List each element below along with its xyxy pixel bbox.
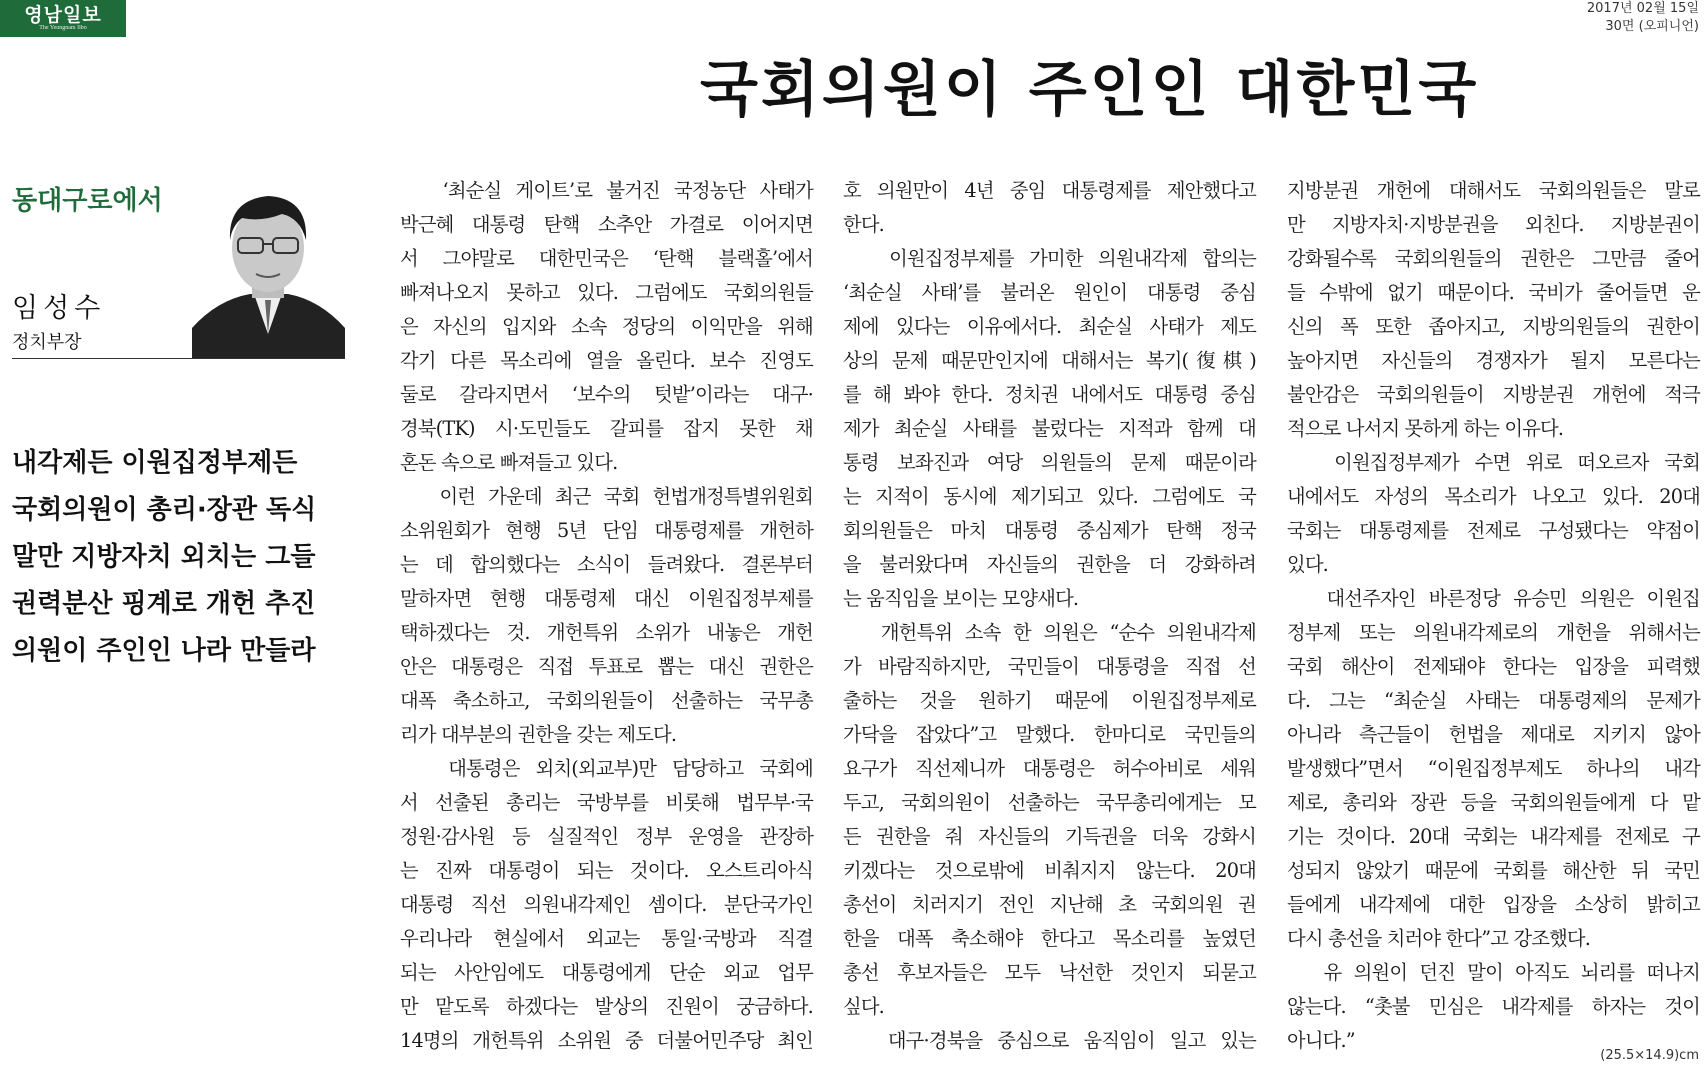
body-text-line: 리가 대부분의 권한을 갖는 제도다. [400,723,677,746]
subhead-line: 의원이 주인인 나라 만들라 [12,636,316,666]
body-text-line: 서 선출된 총리는 국방부를 비롯해 법무부·국 [400,791,813,814]
article-headline: 국회의원이 주인인 대한민국 [700,55,1480,125]
body-text-line: 는 진짜 대통령이 되는 것이다. 오스트리아식 [400,859,813,882]
body-text-line: 적으로 나서지 못하게 하는 이유다. [1287,417,1564,440]
body-text-line: 이런 가운데 최근 국회 헌법개정특별위원회 [400,485,813,508]
body-text-line: 않는다. “촛불 민심은 내각제를 하자는 것이 [1287,995,1700,1018]
author-role: 정치부장 [12,332,82,353]
body-text-line: 이원집정부제가 수면 위로 떠오르자 국회 [1287,451,1700,474]
body-text-line: 내에서도 자성의 목소리가 나오고 있다. 20대 [1287,485,1700,508]
body-column-3 [1287,174,1700,1058]
body-text-line: 둘로 갈라지면서 ‘보수의 텃밭’이라는 대구· [400,383,813,406]
issue-meta [1587,0,1699,36]
author-photo [192,178,345,358]
body-text-line: 아니다.” [1287,1029,1355,1052]
byline-divider [12,358,345,359]
body-text-line: 가 바람직하지만, 국민들이 대통령을 직접 선 [843,655,1256,678]
body-text-line: 요구가 직선제니까 대통령은 허수아비로 세워 [843,757,1256,780]
body-text-line: 다시 총선을 치러야 한다”고 강조했다. [1287,927,1591,950]
body-text-line: 유 의원이 던진 말이 아직도 뇌리를 떠나지 [1287,961,1700,984]
body-text-line: 대통령 직선 의원내각제인 셈이다. 분단국가인 [400,893,813,916]
body-text-line: 대구·경북을 중심으로 움직임이 일고 있는 [843,1029,1256,1052]
page-section: 30면 (오피니언) [1605,19,1699,34]
body-text-line: 경북(TK) 시·도민들도 갈피를 잡지 못한 채 [400,417,813,440]
body-text-line: 출하는 것을 원하기 때문에 이원집정부제로 [843,689,1256,712]
body-text-line: 성되지 않았기 때문에 국회를 해산한 뒤 국민 [1287,859,1700,882]
body-text-line: 는 데 합의했다는 소식이 들려왔다. 결론부터 [400,553,813,576]
body-text-line: ‘최순실 게이트’로 불거진 국정농단 사태가 [400,179,813,202]
body-text-line: 든 권한을 줘 자신들의 기득권을 더욱 강화시 [843,825,1256,848]
logo-text: 영남일보 [24,4,102,26]
body-text-line: 싶다. [843,995,884,1018]
article-size-note: (25.5×14.9)cm [1600,1048,1699,1063]
logo-subtitle: The Yeungnam Ilbo [39,25,87,31]
body-column-1 [400,174,813,1058]
body-text-line: 혼돈 속으로 빠져들고 있다. [400,451,618,474]
body-text-line: 호 의원만이 4년 중임 대통령제를 제안했다고 [843,179,1256,202]
body-text-line: 는 움직임을 보이는 모양새다. [843,587,1079,610]
sub-headlines [12,440,352,675]
body-text-line: 제가 최순실 사태를 불렀다는 지적과 함께 대 [843,417,1256,440]
body-text-line: 총선이 치러지기 전인 지난해 초 국회의원 권 [843,893,1256,916]
body-text-line: 정부제 또는 의원내각제로의 개헌을 위해서는 [1287,621,1700,644]
body-text-line: 각기 다른 목소리에 열을 올린다. 보수 진영도 [400,349,813,372]
body-text-line: 두고, 국회의원이 선출하는 국무총리에게는 모 [843,791,1256,814]
body-text-line: 한다. [843,213,884,236]
body-text-line: 빠져나오지 못하고 있다. 그럼에도 국회의원들 [400,281,813,304]
body-text-line: 다. 그는 “최순실 사태는 대통령제의 문제가 [1287,689,1700,712]
body-text-line: 총선 후보자들은 모두 낙선한 것인지 되묻고 [843,961,1256,984]
body-text-line: 를 해 봐야 한다. 정치권 내에서도 대통령 중심 [843,383,1256,406]
body-column-2 [843,174,1256,1058]
body-text-line: 국회 해산이 전제돼야 한다는 입장을 피력했 [1287,655,1700,678]
body-text-line: 을 불러왔다며 자신들의 권한을 더 강화하려 [843,553,1256,576]
body-text-line: 들 수밖에 없기 때문이다. 국비가 줄어들면 운 [1287,281,1700,304]
body-text-line: 발생했다”면서 “이원집정부제도 하나의 내각 [1287,757,1700,780]
body-text-line: 상의 문제 때문만인지에 대해서는 복기(復棋) [843,349,1256,372]
newspaper-logo [0,0,126,37]
body-text-line: 는 지적이 동시에 제기되고 있다. 그럼에도 국 [843,485,1256,508]
body-text-line: 만 맡도록 하겠다는 발상의 진원이 궁금하다. [400,995,813,1018]
body-text-line: 가닥을 잡았다”고 말했다. 한마디로 국민들의 [843,723,1256,746]
issue-date: 2017년 02월 15일 [1586,1,1699,16]
subhead-line: 말만 지방자치 외치는 그들 [12,542,316,572]
body-text-line: 높아지면 자신들의 경쟁자가 될지 모른다는 [1287,349,1700,372]
body-text-line: 은 자신의 입지와 소속 정당의 이익만을 위해 [400,315,813,338]
body-text-line: 서 그야말로 대한민국은 ‘탄핵 블랙홀’에서 [400,247,813,270]
body-text-line: 정원·감사원 등 실질적인 정부 운영을 관장하 [400,825,813,848]
body-text-line: 있다. [1287,553,1328,576]
body-text-line: 대통령은 외치(외교부)만 담당하고 국회에 [400,757,813,780]
body-text-line: 제에 있다는 이유에서다. 최순실 사태가 제도 [843,315,1256,338]
body-text-line: 안은 대통령은 직접 투표로 뽑는 대신 권한은 [400,655,813,678]
subhead-line: 권력분산 핑계로 개헌 추진 [12,589,316,619]
body-text-line: 택하겠다는 것. 개헌특위 소위가 내놓은 개헌 [400,621,813,644]
author-portrait-image [192,178,345,358]
body-text-line: 이원집정부제를 가미한 의원내각제 합의는 [843,247,1256,270]
body-text-line: 기는 것이다. 20대 국회는 내각제를 전제로 구 [1287,825,1700,848]
body-text-line: 대선주자인 바른정당 유승민 의원은 이원집 [1287,587,1700,610]
body-text-line: 들에게 내각제에 대한 입장을 소상히 밝히고 [1287,893,1700,916]
body-text-line: 말하자면 현행 대통령제 대신 이원집정부제를 [400,587,813,610]
body-text-line: ‘최순실 사태’를 불러온 원인이 대통령 중심 [843,281,1256,304]
body-text-line: 대폭 축소하고, 국회의원들이 선출하는 국무총 [400,689,813,712]
body-text-line: 회의원들은 마치 대통령 중심제가 탄핵 정국 [843,519,1256,542]
body-text-line: 통령 보좌진과 여당 의원들의 문제 때문이라 [843,451,1256,474]
body-text-line: 키겠다는 것으로밖에 비춰지지 않는다. 20대 [843,859,1256,882]
subhead-line: 내각제든 이원집정부제든 [12,448,298,478]
body-text-line: 강화될수록 국회의원들의 권한은 그만큼 줄어 [1287,247,1700,270]
body-text-line: 우리나라 현실에서 외교는 통일·국방과 직결 [400,927,813,950]
body-text-line: 한을 대폭 축소해야 한다고 목소리를 높였던 [843,927,1256,950]
body-text-line: 개헌특위 소속 한 의원은 “순수 의원내각제 [843,621,1256,644]
author-name: 임성수 [12,293,106,324]
body-text-line: 아니라 측근들이 헌법을 제대로 지키지 않아 [1287,723,1700,746]
body-text-line: 지방분권 개헌에 대해서도 국회의원들은 말로 [1287,179,1700,202]
body-text-line: 신의 폭 또한 좁아지고, 지방의원들의 권한이 [1287,315,1700,338]
body-text-line: 소위원회가 현행 5년 단임 대통령제를 개헌하 [400,519,813,542]
column-name: 동대구로에서 [12,186,163,216]
subhead-line: 국회의원이 총리·장관 독식 [12,495,317,525]
body-text-line: 만 지방자치·지방분권을 외친다. 지방분권이 [1287,213,1700,236]
body-text-line: 불안감은 국회의원들이 지방분권 개헌에 적극 [1287,383,1700,406]
body-text-line: 제로, 총리와 장관 등을 국회의원들에게 다 맡 [1287,791,1700,814]
body-text-line: 되는 사안임에도 대통령에게 단순 외교 업무 [400,961,813,984]
body-text-line: 14명의 개헌특위 소위원 중 더불어민주당 최인 [400,1029,813,1052]
body-text-line: 국회는 대통령제를 전제로 구성됐다는 약점이 [1287,519,1700,542]
body-text-line: 박근혜 대통령 탄핵 소추안 가결로 이어지면 [400,213,813,236]
